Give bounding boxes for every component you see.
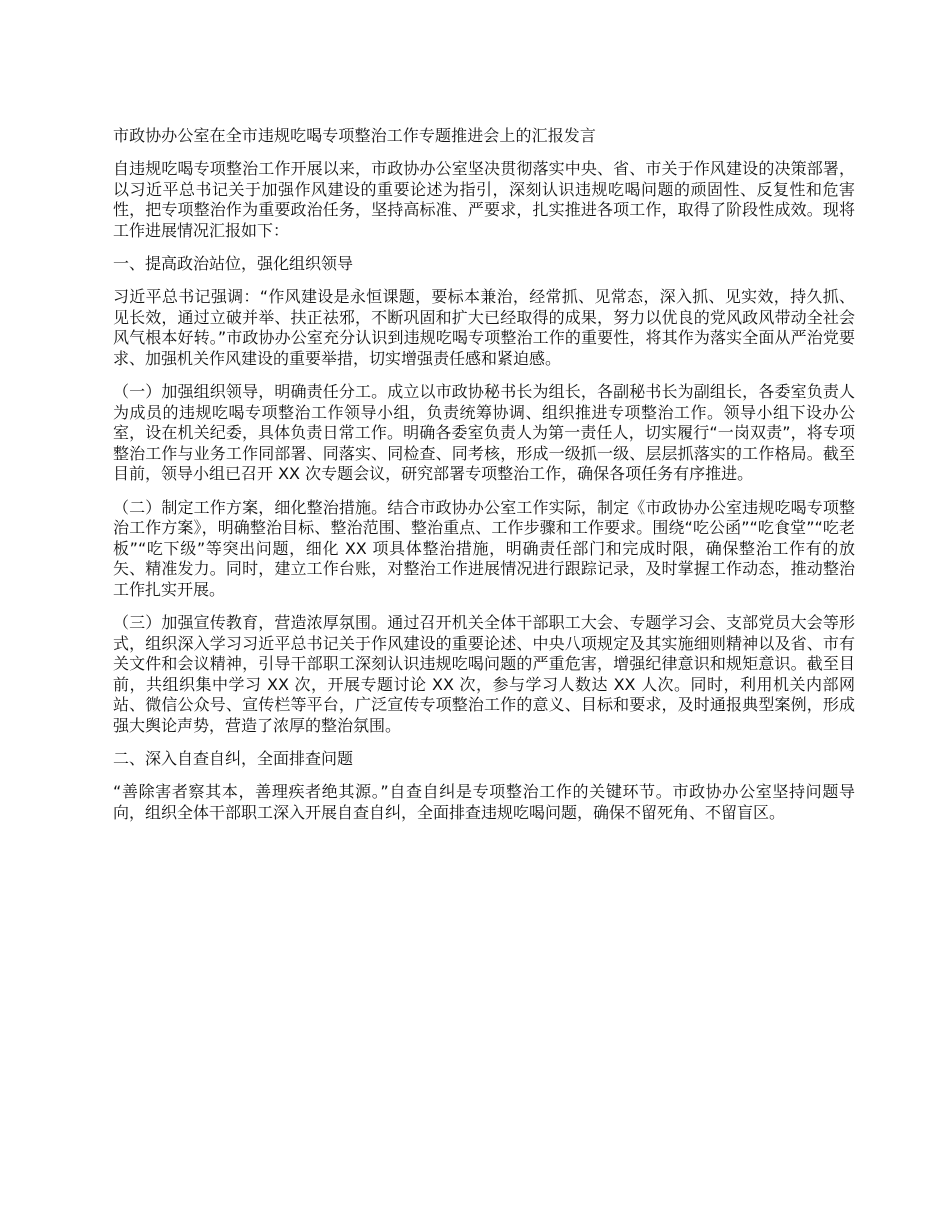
section-heading-1: 一、提高政治站位，强化组织领导: [113, 254, 354, 273]
document-page: [113, 126, 855, 836]
section-heading-2: 二、深入自查自纠，全面排查问题: [113, 749, 354, 768]
section2-paragraph-1: “善除害者察其本，善理疾者绝其源。”自查自纠是专项整治工作的关键环节。市政协办公室坚持问题导向，组织全体干部职工深入开展自查自纠，全面排查违规吃喝问题，确保不留死角、不留盲区。: [113, 782, 855, 822]
document-title: 市政协办公室在全市违规吃喝专项整治工作专题推进会上的汇报发言: [113, 126, 597, 145]
section1-paragraph-3: （二）制定工作方案，细化整治措施。结合市政协办公室工作实际，制定《市政协办公室违规吃喝专项整治工作方案》，明确整治目标、整治范围、整治重点、工作步骤和工作要求。围绕“吃公函”“吃食堂”“吃老板”“吃下级”等突出问题，细化 XX 项具体整治措施，明确责任部门和完成时限，确保整治工作有的放矢、精准发力。同时，建立工作台账，对整治工作进展情况进行跟踪记录，及时掌握工作动态，推动整治工作扎实开展。: [113, 497, 855, 599]
section1-paragraph-2: （一）加强组织领导，明确责任分工。成立以市政协秘书长为组长，各副秘书长为副组长，各委室负责人为成员的违规吃喝专项整治工作领导小组，负责统筹协调、组织推进专项整治工作。领导小组下设办公室，设在机关纪委，具体负责日常工作。明确各委室负责人为第一责任人，切实履行“一岗双责”，将专项整治工作与业务工作同部署、同落实、同检查、同考核，形成一级抓一级、层层抓落实的工作格局。截至目前，领导小组已召开 XX 次专题会议，研究部署专项整治工作，确保各项任务有序推进。: [113, 382, 855, 483]
section1-paragraph-1: 习近平总书记强调：“作风建设是永恒课题，要标本兼治，经常抓、见常态，深入抓、见实效，持久抓、见长效，通过立破并举、扶正祛邪，不断巩固和扩大已经取得的成果，努力以优良的党风政风带动全社会风气根本好转。”市政协办公室充分认识到违规吃喝专项整治工作的重要性，将其作为落实全面从严治党要求、加强机关作风建设的重要举措，切实增强责任感和紧迫感。: [113, 287, 855, 368]
section1-paragraph-4: （三）加强宣传教育，营造浓厚氛围。通过召开机关全体干部职工大会、专题学习会、支部党员大会等形式，组织深入学习习近平总书记关于作风建设的重要论述、中央八项规定及其实施细则精神以及省、市有关文件和会议精神，引导干部职工深刻认识违规吃喝问题的严重危害，增强纪律意识和规矩意识。截至目前，共组织集中学习 XX 次，开展专题讨论 XX 次，参与学习人数达 XX 人次。同时，利用机关内部网站、微信公众号、宣传栏等平台，广泛宣传专项整治工作的意义、目标和要求，及时通报典型案例，形成强大舆论声势，营造了浓厚的整治氛围。: [113, 613, 855, 735]
intro-paragraph: 自违规吃喝专项整治工作开展以来，市政协办公室坚决贯彻落实中央、省、市关于作风建设的决策部署，以习近平总书记关于加强作风建设的重要论述为指引，深刻认识违规吃喝问题的顽固性、反复性和危害性，把专项整治作为重要政治任务，坚持高标准、严要求，扎实推进各项工作，取得了阶段性成效。现将工作进展情况汇报如下：: [113, 159, 855, 240]
